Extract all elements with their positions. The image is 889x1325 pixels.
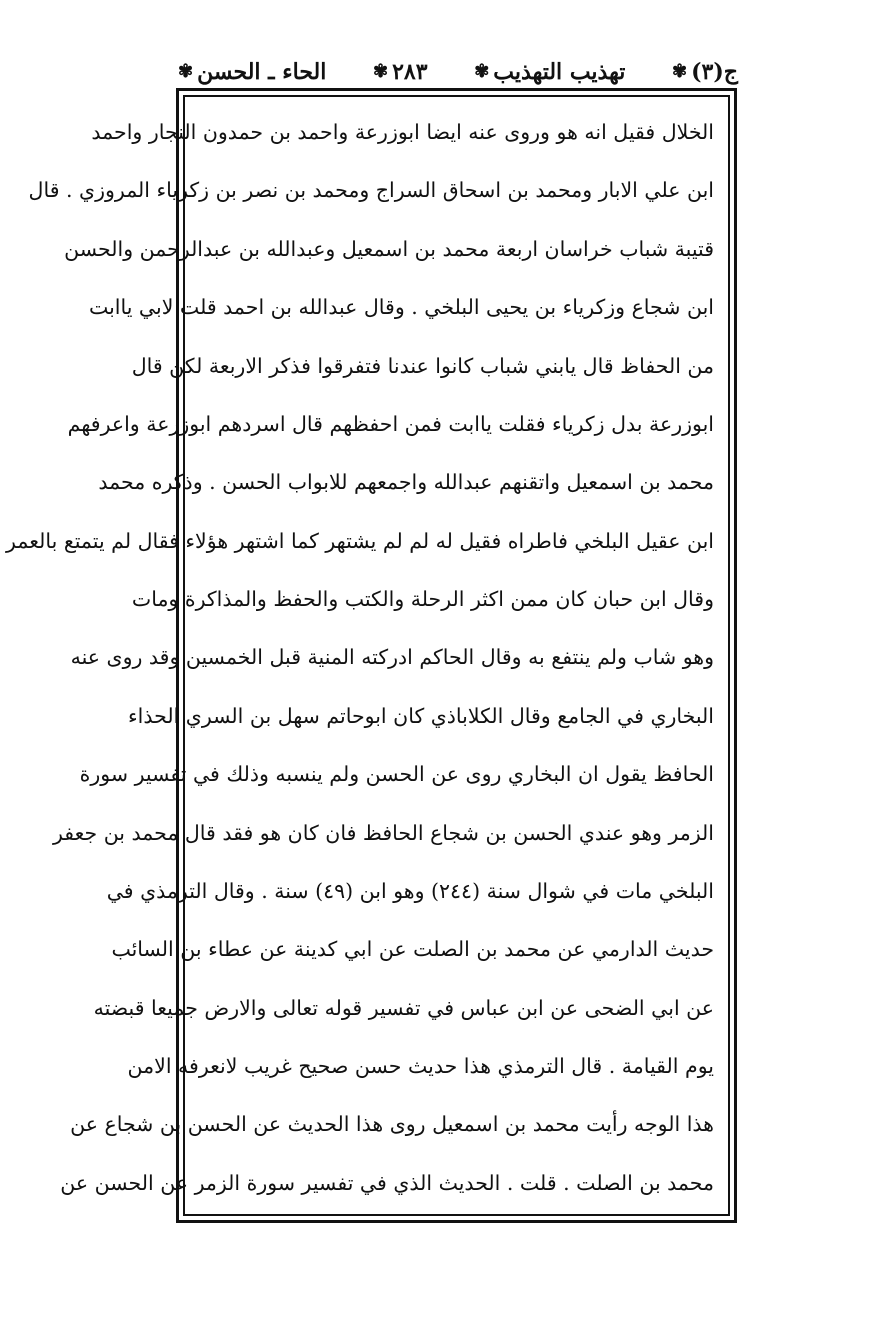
header-section-cell bbox=[178, 59, 326, 85]
text-line: ابن عقيل البلخي فاطراه فقيل له لم لم يشتهر كما اشتهر هؤلاء فقال لم يتمتع بالعمر bbox=[6, 528, 714, 553]
text-line: البلخي مات في شوال سنة (٢٤٤) وهو ابن (٤٩) سنة . وقال الترمذي في bbox=[106, 878, 714, 903]
text-line: يوم القيامة . قال الترمذي هذا حديث حسن صحيح غريب لانعرفه الامن bbox=[127, 1054, 714, 1078]
text-body bbox=[6, 117, 714, 1198]
header-page-cell bbox=[373, 59, 428, 85]
text-line: الخلال فقيل انه هو وروى عنه ايضا ابوزرعة واحمد بن حمدون النجار واحمد bbox=[91, 120, 714, 144]
text-line: من الحفاظ قال يابني شباب كانوا عندنا فتفرقوا فذكر الاربعة لكن قال bbox=[131, 353, 714, 378]
text-line: عن ابي الضحى عن ابن عباس في تفسير قوله تعالى والارض جميعا قبضته bbox=[93, 995, 714, 1020]
text-line: محمد بن اسمعيل واتقنهم عبدالله واجمعهم للابواب الحسن . وذكره محمد bbox=[98, 470, 714, 495]
text-line: وقال ابن حبان كان ممن اكثر الرحلة والكتب والحفظ والمذاكرة ومات bbox=[131, 587, 714, 611]
text-line: حديث الدارمي عن محمد بن الصلت عن ابي كدينة عن عطاء بن السائب bbox=[111, 937, 714, 962]
text-line: هذا الوجه رأيت محمد بن اسمعيل روى هذا الحديث عن الحسن بن شجاع عن bbox=[70, 1112, 714, 1137]
page-header bbox=[178, 52, 738, 92]
text-line: ابن علي الابار ومحمد بن اسحاق السراج ومحمد بن نصر بن زكرياء المروزي . قال bbox=[28, 178, 714, 203]
text-frame-outer bbox=[6, 88, 737, 1223]
text-line: ابوزرعة بدل زكرياء فقلت ياابت فمن احفظهم قال اسردهم ابوزرعة واعرفهم bbox=[67, 411, 714, 436]
header-title-cell bbox=[474, 59, 625, 85]
ornament-icon: ✾ bbox=[373, 61, 389, 82]
text-line: وهو شاب ولم ينتفع به وقال الحاكم ادركته المنية قبل الخمسين وقد روى عنه bbox=[70, 645, 714, 670]
section-title: الحاء ـ الحسن bbox=[197, 59, 327, 85]
header-volume-cell bbox=[672, 59, 738, 85]
ornament-icon: ✾ bbox=[474, 61, 490, 82]
text-line: قتيبة شباب خراسان اربعة محمد بن اسمعيل وعبدالله بن عبدالرحمن والحسن bbox=[64, 236, 714, 261]
page-number: ٢٨٣ bbox=[392, 59, 428, 85]
text-line: الزمر وهو عندي الحسن بن شجاع الحافظ فان كان هو فقد قال محمد بن جعفر bbox=[52, 820, 714, 845]
text-line: الحافظ يقول ان البخاري روى عن الحسن ولم ينسبه وذلك في تفسير سورة bbox=[79, 762, 714, 787]
text-line: محمد بن الصلت . قلت . الحديث الذي في تفسير سورة الزمر عن الحسن عن bbox=[60, 1170, 714, 1195]
book-title: تهذيب التهذيب bbox=[493, 59, 626, 85]
text-line: البخاري في الجامع وقال الكلاباذي كان ابوحاتم سهل بن السري الحذاء bbox=[127, 703, 714, 728]
volume-number: ج(٣) bbox=[691, 59, 738, 85]
text-line: ابن شجاع وزكرياء بن يحيى البلخي . وقال عبدالله بن احمد قلت لابي ياابت bbox=[88, 295, 714, 320]
ornament-icon: ✾ bbox=[178, 61, 194, 82]
text-frame-inner bbox=[6, 95, 730, 1216]
ornament-icon: ✾ bbox=[672, 61, 688, 82]
